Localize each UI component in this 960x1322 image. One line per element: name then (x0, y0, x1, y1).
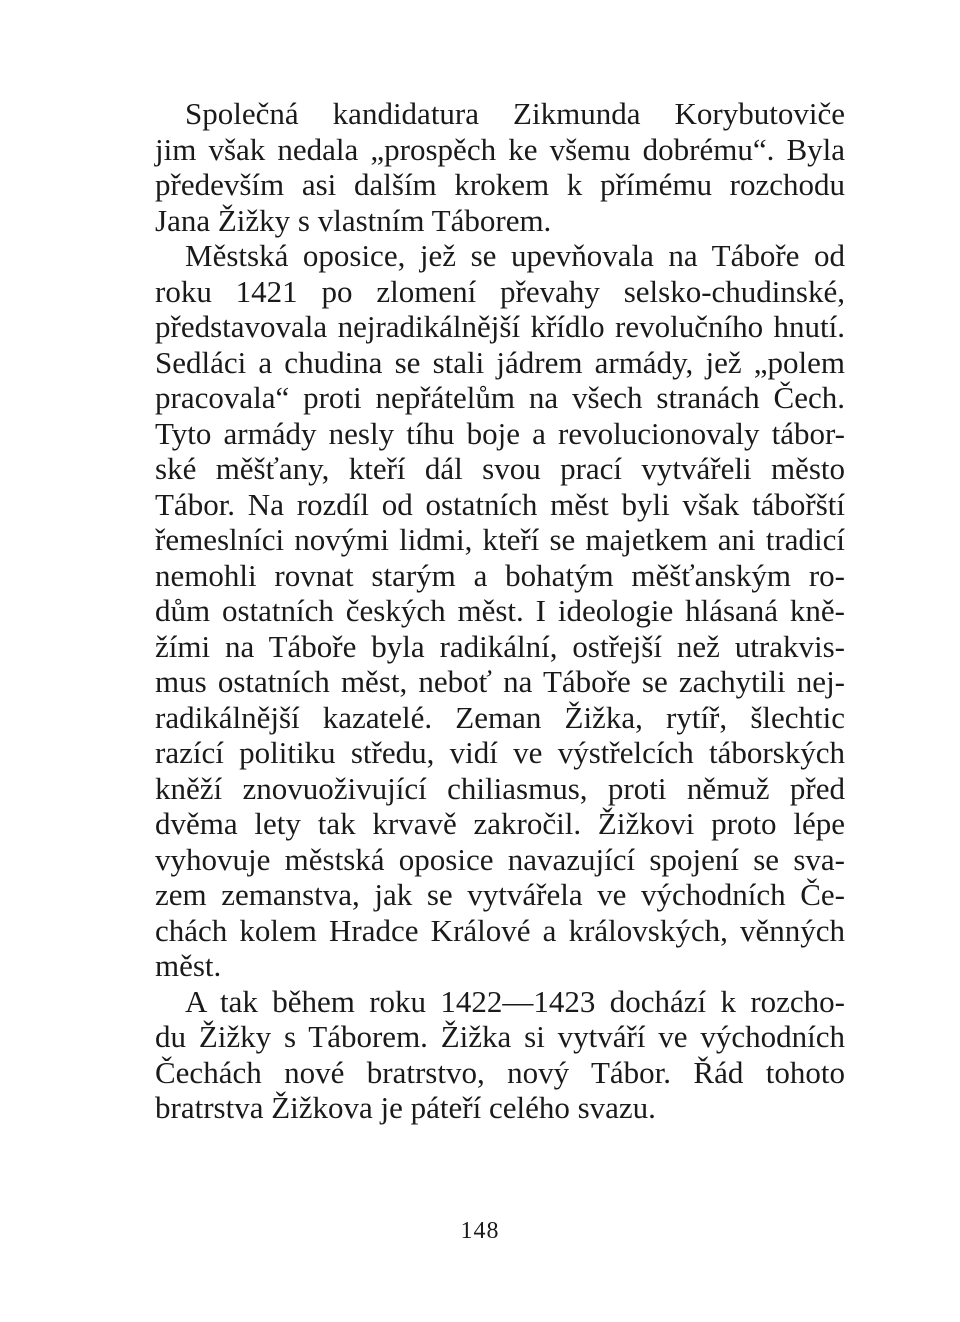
text-line: dvěma lety tak krvavě zakročil. Žižkovi proto lépe (155, 806, 845, 841)
text-line: chách kolem Hradce Králové a královských, věnných (155, 912, 845, 948)
text-line: jim však nedala „prospěch ke všemu dobrému“. Byla (155, 131, 845, 167)
text-line: Městská oposice, jež se upevňovala na Táboře od (185, 238, 845, 273)
text-line: A tak během roku 1422—1423 dochází k rozcho- (185, 983, 845, 1019)
text-line: Tyto armády nesly tíhu boje a revolucionovaly tábor- (155, 415, 845, 451)
text-line: Čechách nové bratrstvo, nový Tábor. Řád tohoto (155, 1054, 845, 1090)
text-line: dům ostatních českých měst. I ideologie hlásaná kně- (155, 593, 845, 628)
text-line: vyhovuje městská oposice navazující spojení se sva- (155, 841, 845, 877)
text-line: ské měšťany, kteří dál svou prací vytvářeli město (155, 451, 845, 486)
text-line: du Žižky s Táborem. Žižka si vytváří ve východních (155, 1019, 845, 1054)
page-number: 148 (460, 1218, 500, 1244)
text-line: roku 1421 po zlomení převahy selsko-chudinské, (155, 273, 845, 309)
text-line: představovala nejradikálnější křídlo revolučního hnutí. (155, 309, 845, 344)
text-line: pracovala“ proti nepřátelům na všech stranách Čech. (155, 380, 845, 415)
text-line: radikálnější kazatelé. Zeman Žižka, rytíř, šlechtic (155, 699, 845, 735)
text-line: měst. (155, 948, 222, 983)
text-line: Tábor. Na rozdíl od ostatních měst byli však tábořští (155, 486, 845, 522)
text-line: Sedláci a chudina se stali jádrem armády, jež „polem (155, 344, 845, 380)
text-line: žími na Táboře byla radikální, ostřejší než utrakvis- (155, 628, 845, 664)
text-line: nemohli rovnat starým a bohatým měšťanským ro- (155, 557, 845, 593)
text-line: mus ostatních měst, neboť na Táboře se zachytili nej- (155, 664, 845, 699)
text-line: razící politiku středu, vidí ve výstřelcích táborských (155, 735, 845, 770)
text-line: bratrstva Žižkova je páteří celého svazu. (155, 1090, 656, 1125)
text-line: především asi dalším krokem k přímému rozchodu (155, 167, 845, 202)
text-line: Jana Žižky s vlastním Táborem. (155, 202, 552, 238)
text-line: zem zemanstva, jak se vytvářela ve východních Če- (155, 877, 845, 912)
text-line: řemeslníci novými lidmi, kteří se majetkem ani tradicí (155, 522, 845, 557)
page-text-block (155, 96, 845, 1126)
text-line: kněží znovuoživující chiliasmus, proti němuž před (155, 770, 845, 806)
text-line: Společná kandidatura Zikmunda Korybutoviče (185, 96, 845, 131)
